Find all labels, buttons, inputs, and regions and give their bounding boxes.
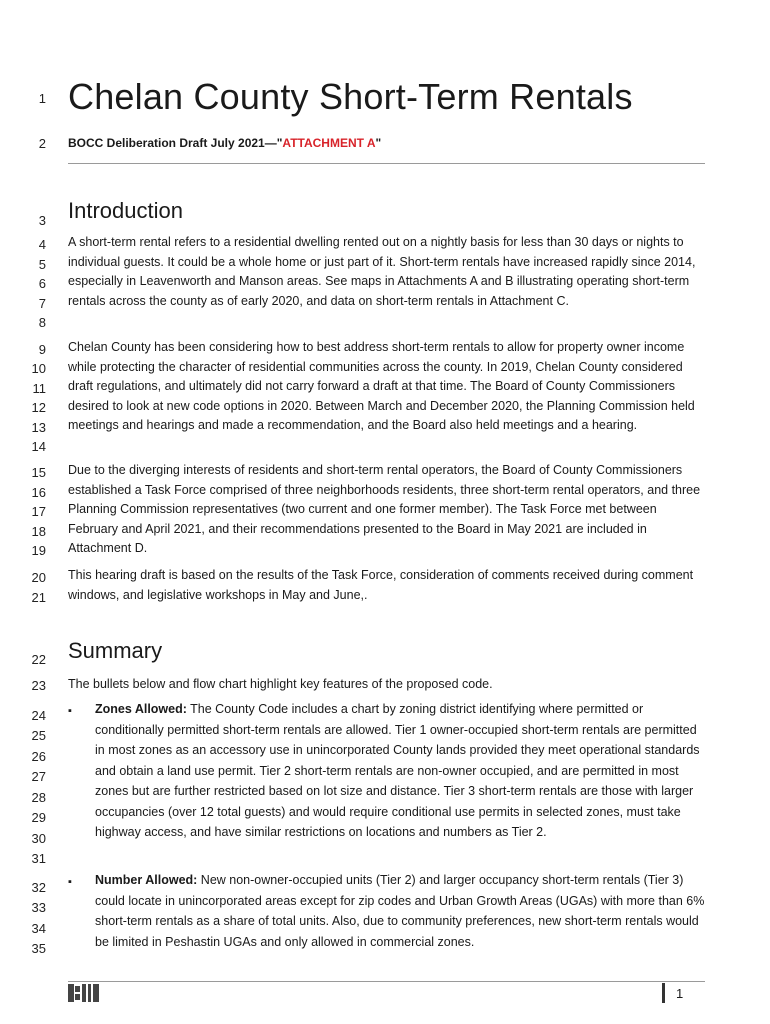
subtitle-suffix: " <box>375 136 382 150</box>
line-number: 9 <box>38 342 46 357</box>
line-number: 30 <box>31 831 46 846</box>
footer-divider <box>68 981 705 982</box>
bullet-marker: ▪ <box>68 876 72 888</box>
line-number: 7 <box>38 296 46 311</box>
bullet-number-allowed <box>95 870 705 952</box>
line-number: 17 <box>31 504 46 519</box>
line-number: 5 <box>38 257 46 272</box>
line-number: 35 <box>31 941 46 956</box>
line-number: 4 <box>38 237 46 252</box>
introduction-heading: Introduction <box>68 198 183 223</box>
intro-paragraph-4: This hearing draft is based on the results of the Task Force, consideration of comments received during comment windows, and legislative workshops in May and June,. <box>68 568 694 602</box>
summary-intro: The bullets below and flow chart highlight key features of the proposed code. <box>68 677 493 691</box>
bullet-label: Number Allowed: <box>95 873 198 887</box>
line-number: 6 <box>38 276 46 291</box>
line-number: 18 <box>31 524 46 539</box>
bullet-text: The County Code includes a chart by zoning district identifying where permitted or conditionally permitted short-term rentals are allowed. Tier 1 owner-occupied short-term rentals are permitted in most zones as an accessory use in unincorporated County lands provided they meet operational standards and obtain a land use permit. Tier 2 short-term rentals are non-owner occupied, and are permitted in most zones but are further restricted based on lot size and distance. Tier 3 short-term rentals are those with larger occupancies (over 12 total guests) and would require conditional use permits in selected zones, must take highway access, and have similar restrictions on locations and numbers as Tier 2. <box>95 702 700 839</box>
intro-paragraph-1: A short-term rental refers to a residential dwelling rented out on a nightly basis for less than 30 days or nights to individual guests. It could be a whole home or just part of it. Short-term rentals have increased rapidly since 2014, especially in Leavenworth and Manson areas. See maps in Attachments A and B illustrating operating short-term rentals across the county as of early 2020, and data on short-term rentals in Attachment C. <box>68 235 696 308</box>
line-number: 15 <box>31 465 46 480</box>
line-number: 27 <box>31 769 46 784</box>
line-number: 16 <box>31 485 46 500</box>
bullet-text: New non-owner-occupied units (Tier 2) and larger occupancy short-term rentals (Tier 3) could locate in unincorporated areas except for zip codes and Urban Growth Areas (UGAs) with more than 6% short-term rentals as a share of total units. Also, due to community preferences, new short-term rentals would be limited in Peshastin UGAs and only allowed in commercial zones. <box>95 873 705 949</box>
line-number: 13 <box>31 420 46 435</box>
document-title: Chelan County Short-Term Rentals <box>68 76 633 117</box>
summary-heading: Summary <box>68 638 163 663</box>
bullet-zones-allowed <box>95 699 705 843</box>
attachment-label: ATTACHMENT A <box>282 136 376 150</box>
line-number: 12 <box>31 400 46 415</box>
line-number: 1 <box>38 91 46 106</box>
line-number: 8 <box>38 315 46 330</box>
line-number: 29 <box>31 810 46 825</box>
berk-logo-icon <box>68 984 100 1002</box>
page-number: 1 <box>676 986 684 1001</box>
line-number: 10 <box>31 361 46 376</box>
intro-paragraph-2: Chelan County has been considering how to best address short-term rentals to allow for property owner income while protecting the character of residential communities across the county. In 2019, Chelan County considered draft regulations, and ultimately did not carry forward a draft at that time. The Board of County Commissioners desired to look at new code options in 2020. Between March and December 2020, the Planning Commission held meetings and hearings and made a recommendation, and the Board also held meetings and a hearing. <box>68 340 695 432</box>
line-number: 32 <box>31 880 46 895</box>
line-number: 19 <box>31 543 46 558</box>
footer-separator <box>662 983 665 1003</box>
line-number: 25 <box>31 728 46 743</box>
line-number: 20 <box>31 570 46 585</box>
intro-paragraph-3: Due to the diverging interests of residents and short-term rental operators, the Board of County Commissioners established a Task Force comprised of three neighborhoods residents, three short-term rental operators, and three Planning Commission representatives (two current and one former member). The Task Force met between February and April 2021, and their recommendations presented to the Board in May 2021 are included in Attachment D. <box>68 463 701 555</box>
line-number: 21 <box>31 590 46 605</box>
header-divider <box>68 163 705 164</box>
line-number: 31 <box>31 851 46 866</box>
line-number: 11 <box>32 381 46 396</box>
line-number: 3 <box>38 213 46 228</box>
bullet-label: Zones Allowed: <box>95 702 187 716</box>
berk-logo <box>68 984 100 1007</box>
line-number: 28 <box>31 790 46 805</box>
line-number: 24 <box>31 708 46 723</box>
line-number: 14 <box>31 439 46 454</box>
line-number: 34 <box>31 921 46 936</box>
line-number: 2 <box>38 136 46 151</box>
line-number: 23 <box>31 678 46 693</box>
line-number: 33 <box>31 900 46 915</box>
bullet-marker: ▪ <box>68 705 72 717</box>
line-number: 22 <box>31 652 46 667</box>
document-subtitle <box>68 136 381 150</box>
subtitle-prefix: BOCC Deliberation Draft July 2021—" <box>68 136 283 150</box>
line-number: 26 <box>31 749 46 764</box>
